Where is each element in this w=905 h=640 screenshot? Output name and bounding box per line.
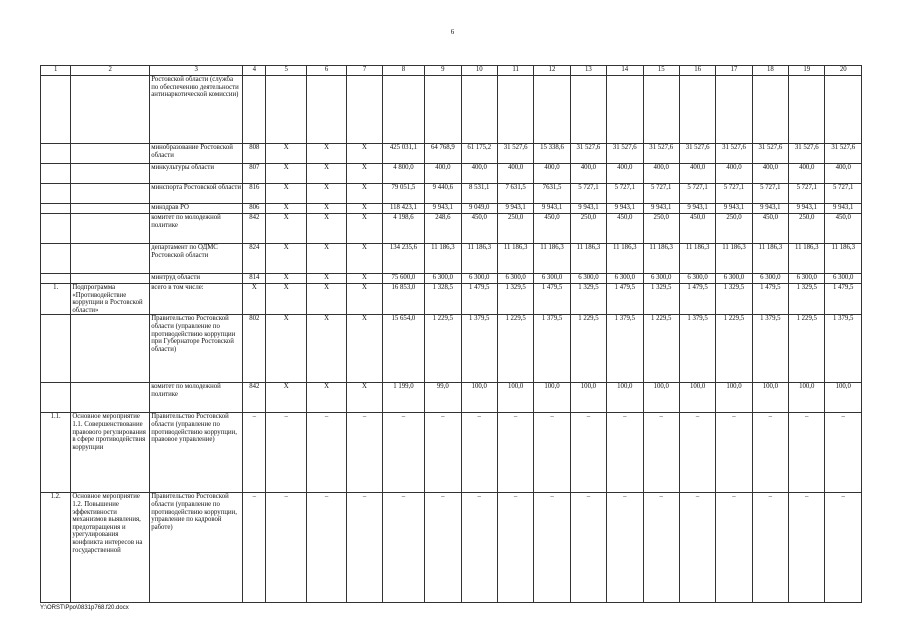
column-number: 20 — [825, 66, 862, 76]
executor-cell: минтруд области — [150, 274, 243, 284]
amount-cell: 6 300,0 — [461, 274, 497, 284]
amount-cell: 9 943,1 — [425, 204, 461, 214]
executor-cell: комитет по молодежной политике — [150, 214, 243, 244]
amount-cell: 1 329,5 — [570, 284, 606, 315]
vr-cell: X — [347, 315, 382, 383]
amount-cell: 6 300,0 — [607, 274, 643, 284]
amount-cell: 79 051,5 — [382, 184, 424, 204]
amount-cell: 425 031,1 — [382, 144, 424, 164]
program-name-cell — [71, 184, 150, 204]
amount-cell: 400,0 — [752, 164, 788, 184]
amount-cell: 9 943,1 — [789, 204, 825, 214]
amount-cell — [752, 76, 788, 144]
amount-cell: 31 527,6 — [570, 144, 606, 164]
amount-cell: 400,0 — [716, 164, 752, 184]
row-number-cell: 1.2. — [41, 493, 71, 603]
rzpr-cell: X — [266, 274, 306, 284]
csr-cell: X — [306, 214, 346, 244]
amount-cell: 400,0 — [497, 164, 533, 184]
amount-cell: – — [461, 493, 497, 603]
amount-cell: 6 300,0 — [497, 274, 533, 284]
amount-cell: 4 198,6 — [382, 214, 424, 244]
amount-cell: 11 186,3 — [752, 244, 788, 274]
row-number-cell — [41, 204, 71, 214]
amount-cell — [679, 76, 715, 144]
column-number: 14 — [607, 66, 643, 76]
column-number: 12 — [534, 66, 570, 76]
executor-cell: минздрав РО — [150, 204, 243, 214]
grbs-code-cell: X — [243, 284, 266, 315]
amount-cell: 31 527,6 — [752, 144, 788, 164]
column-number: 1 — [41, 66, 71, 76]
amount-cell: 5 727,1 — [789, 184, 825, 204]
amount-cell: – — [425, 493, 461, 603]
amount-cell: 1 229,5 — [425, 315, 461, 383]
amount-cell — [382, 76, 424, 144]
amount-cell: – — [607, 413, 643, 493]
csr-cell: – — [306, 413, 346, 493]
rzpr-cell: – — [266, 493, 306, 603]
amount-cell: – — [534, 413, 570, 493]
rzpr-cell: X — [266, 144, 306, 164]
amount-cell: 4 800,0 — [382, 164, 424, 184]
csr-cell: X — [306, 284, 346, 315]
amount-cell: 9 943,1 — [679, 204, 715, 214]
amount-cell: 100,0 — [497, 383, 533, 413]
amount-cell: – — [534, 493, 570, 603]
column-number: 6 — [306, 66, 346, 76]
column-number: 3 — [150, 66, 243, 76]
amount-cell: 6 300,0 — [534, 274, 570, 284]
vr-cell: X — [347, 274, 382, 284]
program-name-cell — [71, 244, 150, 274]
amount-cell: 1 229,5 — [497, 315, 533, 383]
table-row — [41, 144, 862, 164]
amount-cell: 450,0 — [461, 214, 497, 244]
amount-cell: 9 943,1 — [497, 204, 533, 214]
amount-cell: 1 379,5 — [752, 315, 788, 383]
column-number: 11 — [497, 66, 533, 76]
amount-cell — [643, 76, 679, 144]
vr-cell: X — [347, 184, 382, 204]
amount-cell: 400,0 — [825, 164, 862, 184]
amount-cell: 11 186,3 — [461, 244, 497, 274]
row-number-cell — [41, 274, 71, 284]
amount-cell — [570, 76, 606, 144]
grbs-code-cell: – — [243, 413, 266, 493]
grbs-code-cell: 842 — [243, 383, 266, 413]
rzpr-cell: – — [266, 413, 306, 493]
amount-cell — [534, 76, 570, 144]
table-row — [41, 76, 862, 144]
amount-cell — [461, 76, 497, 144]
amount-cell: 100,0 — [752, 383, 788, 413]
amount-cell: 450,0 — [534, 214, 570, 244]
csr-cell: X — [306, 274, 346, 284]
amount-cell: – — [382, 493, 424, 603]
amount-cell: 1 479,5 — [825, 284, 862, 315]
amount-cell: – — [716, 493, 752, 603]
amount-cell: – — [382, 413, 424, 493]
amount-cell: 450,0 — [607, 214, 643, 244]
row-number-cell: 1.1. — [41, 413, 71, 493]
amount-cell: – — [643, 493, 679, 603]
amount-cell: 1 379,5 — [679, 315, 715, 383]
amount-cell: 400,0 — [607, 164, 643, 184]
vr-cell: X — [347, 383, 382, 413]
page-number: 6 — [450, 28, 455, 36]
amount-cell: 250,0 — [643, 214, 679, 244]
amount-cell: 100,0 — [461, 383, 497, 413]
amount-cell: 450,0 — [825, 214, 862, 244]
amount-cell: 9 943,1 — [570, 204, 606, 214]
grbs-code-cell — [243, 76, 266, 144]
row-number-cell — [41, 164, 71, 184]
table-row — [41, 214, 862, 244]
amount-cell: 400,0 — [425, 164, 461, 184]
program-name-cell — [71, 164, 150, 184]
amount-cell: 250,0 — [497, 214, 533, 244]
table-row — [41, 315, 862, 383]
row-number-cell — [41, 383, 71, 413]
amount-cell: 1 229,5 — [570, 315, 606, 383]
column-number: 4 — [243, 66, 266, 76]
amount-cell: 1 379,5 — [534, 315, 570, 383]
table-row — [41, 383, 862, 413]
program-name-cell — [71, 383, 150, 413]
amount-cell: 31 527,6 — [607, 144, 643, 164]
amount-cell: 1 379,5 — [607, 315, 643, 383]
amount-cell: 5 727,1 — [679, 184, 715, 204]
amount-cell: 9 943,1 — [643, 204, 679, 214]
amount-cell: 11 186,3 — [679, 244, 715, 274]
amount-cell: 9 943,1 — [716, 204, 752, 214]
amount-cell: 15 338,6 — [534, 144, 570, 164]
amount-cell: 64 768,9 — [425, 144, 461, 164]
amount-cell: 100,0 — [789, 383, 825, 413]
executor-cell: минобразование Ростовской области — [150, 144, 243, 164]
amount-cell: 99,0 — [425, 383, 461, 413]
table-row — [41, 204, 862, 214]
amount-cell: – — [679, 413, 715, 493]
program-name-cell: Подпрограмма «Противодействие коррупции в Ростовской области» — [71, 284, 150, 315]
amount-cell: – — [716, 413, 752, 493]
grbs-code-cell: 816 — [243, 184, 266, 204]
row-number-cell — [41, 76, 71, 144]
amount-cell: 31 527,6 — [789, 144, 825, 164]
amount-cell: 61 175,2 — [461, 144, 497, 164]
amount-cell: 6 300,0 — [425, 274, 461, 284]
rzpr-cell: X — [266, 204, 306, 214]
amount-cell: 400,0 — [679, 164, 715, 184]
amount-cell: 9 943,1 — [607, 204, 643, 214]
amount-cell: 1 329,5 — [643, 284, 679, 315]
amount-cell: 9 943,1 — [534, 204, 570, 214]
program-name-cell: Основное мероприятие 1.1. Совершенствование правового регулирования в сфере противодействия коррупции — [71, 413, 150, 493]
amount-cell: – — [752, 493, 788, 603]
amount-cell: 6 300,0 — [570, 274, 606, 284]
amount-cell: 5 727,1 — [825, 184, 862, 204]
grbs-code-cell: 814 — [243, 274, 266, 284]
amount-cell: 250,0 — [570, 214, 606, 244]
program-name-cell — [71, 214, 150, 244]
amount-cell: 1 229,5 — [789, 315, 825, 383]
amount-cell: 1 199,0 — [382, 383, 424, 413]
amount-cell: 31 527,6 — [679, 144, 715, 164]
budget-table — [40, 65, 862, 603]
amount-cell: 1 229,5 — [716, 315, 752, 383]
amount-cell — [825, 76, 862, 144]
column-number: 19 — [789, 66, 825, 76]
amount-cell: 1 479,5 — [607, 284, 643, 315]
amount-cell: 31 527,6 — [716, 144, 752, 164]
vr-cell: X — [347, 214, 382, 244]
rzpr-cell: X — [266, 315, 306, 383]
amount-cell: 450,0 — [752, 214, 788, 244]
amount-cell: – — [789, 493, 825, 603]
vr-cell — [347, 76, 382, 144]
column-number: 18 — [752, 66, 788, 76]
amount-cell: 248,6 — [425, 214, 461, 244]
amount-cell: 31 527,6 — [497, 144, 533, 164]
amount-cell: – — [461, 413, 497, 493]
column-number: 15 — [643, 66, 679, 76]
row-number-cell: 1. — [41, 284, 71, 315]
table-row — [41, 493, 862, 603]
amount-cell: 250,0 — [789, 214, 825, 244]
rzpr-cell: X — [266, 184, 306, 204]
amount-cell: 11 186,3 — [534, 244, 570, 274]
amount-cell: 400,0 — [570, 164, 606, 184]
program-name-cell — [71, 144, 150, 164]
amount-cell: 100,0 — [825, 383, 862, 413]
amount-cell: 118 423,1 — [382, 204, 424, 214]
amount-cell: 31 527,6 — [825, 144, 862, 164]
amount-cell: – — [425, 413, 461, 493]
program-name-cell — [71, 274, 150, 284]
amount-cell: 9 049,0 — [461, 204, 497, 214]
vr-cell: – — [347, 493, 382, 603]
vr-cell: X — [347, 144, 382, 164]
amount-cell: 11 186,3 — [607, 244, 643, 274]
amount-cell: 100,0 — [643, 383, 679, 413]
csr-cell: X — [306, 144, 346, 164]
csr-cell: X — [306, 315, 346, 383]
amount-cell: 400,0 — [643, 164, 679, 184]
csr-cell: – — [306, 493, 346, 603]
csr-cell: X — [306, 184, 346, 204]
rzpr-cell: X — [266, 383, 306, 413]
amount-cell: 1 328,5 — [425, 284, 461, 315]
amount-cell: 450,0 — [679, 214, 715, 244]
amount-cell: 400,0 — [789, 164, 825, 184]
amount-cell: 15 654,0 — [382, 315, 424, 383]
table-row — [41, 413, 862, 493]
amount-cell: 134 235,6 — [382, 244, 424, 274]
column-number: 2 — [71, 66, 150, 76]
grbs-code-cell: 807 — [243, 164, 266, 184]
amount-cell: 400,0 — [534, 164, 570, 184]
csr-cell — [306, 76, 346, 144]
program-name-cell — [71, 315, 150, 383]
vr-cell: X — [347, 204, 382, 214]
table-row — [41, 274, 862, 284]
csr-cell: X — [306, 204, 346, 214]
column-number: 8 — [382, 66, 424, 76]
amount-cell: 6 300,0 — [789, 274, 825, 284]
row-number-cell — [41, 214, 71, 244]
rzpr-cell: X — [266, 214, 306, 244]
amount-cell: – — [570, 413, 606, 493]
amount-cell — [425, 76, 461, 144]
amount-cell: 11 186,3 — [425, 244, 461, 274]
amount-cell: 100,0 — [570, 383, 606, 413]
csr-cell: X — [306, 383, 346, 413]
rzpr-cell: X — [266, 244, 306, 274]
footer-file-path: Y:\ORST\Ppo\0831p768.f20.docx — [40, 605, 129, 611]
executor-cell: департамент по ОДМС Ростовской области — [150, 244, 243, 274]
amount-cell — [607, 76, 643, 144]
amount-cell: 1 229,5 — [643, 315, 679, 383]
column-number: 13 — [570, 66, 606, 76]
column-number: 10 — [461, 66, 497, 76]
amount-cell: 16 853,0 — [382, 284, 424, 315]
amount-cell: 11 186,3 — [825, 244, 862, 274]
amount-cell: 9 943,1 — [825, 204, 862, 214]
csr-cell: X — [306, 244, 346, 274]
amount-cell: 1 479,5 — [461, 284, 497, 315]
amount-cell: 9 440,6 — [425, 184, 461, 204]
amount-cell: 31 527,6 — [643, 144, 679, 164]
amount-cell: – — [825, 413, 862, 493]
executor-cell: минкультуры области — [150, 164, 243, 184]
amount-cell: 1 379,5 — [825, 315, 862, 383]
amount-cell: 1 479,5 — [752, 284, 788, 315]
rzpr-cell: X — [266, 284, 306, 315]
executor-cell: всего в том числе: — [150, 284, 243, 315]
amount-cell: 6 300,0 — [679, 274, 715, 284]
column-number: 7 — [347, 66, 382, 76]
amount-cell: 6 300,0 — [716, 274, 752, 284]
row-number-cell — [41, 184, 71, 204]
grbs-code-cell: 806 — [243, 204, 266, 214]
amount-cell: – — [497, 413, 533, 493]
column-number: 5 — [266, 66, 306, 76]
grbs-code-cell: – — [243, 493, 266, 603]
row-number-cell — [41, 144, 71, 164]
amount-cell: 5 727,1 — [716, 184, 752, 204]
amount-cell: 5 727,1 — [607, 184, 643, 204]
executor-cell: Правительство Ростовской области (управление по противодействию коррупции, управление по кадровой работе) — [150, 493, 243, 603]
table-row — [41, 284, 862, 315]
grbs-code-cell: 802 — [243, 315, 266, 383]
program-name-cell — [71, 76, 150, 144]
grbs-code-cell: 808 — [243, 144, 266, 164]
amount-cell — [497, 76, 533, 144]
amount-cell: 1 329,5 — [497, 284, 533, 315]
row-number-cell — [41, 244, 71, 274]
column-number: 9 — [425, 66, 461, 76]
amount-cell: 7 631,5 — [497, 184, 533, 204]
amount-cell: 100,0 — [607, 383, 643, 413]
amount-cell: – — [607, 493, 643, 603]
program-name-cell: Основное мероприятие 1.2. Повышение эффективности механизмов выявления, предотвращения и урегулирования конфликта интересов на государственной — [71, 493, 150, 603]
executor-cell: Правительство Ростовской области (управление по противодействию коррупции при Губернаторе Ростовской области) — [150, 315, 243, 383]
vr-cell: X — [347, 284, 382, 315]
amount-cell: 100,0 — [534, 383, 570, 413]
executor-cell: Правительство Ростовской области (управление по противодействию коррупции, правовое управление) — [150, 413, 243, 493]
amount-cell: 11 186,3 — [716, 244, 752, 274]
amount-cell: 5 727,1 — [752, 184, 788, 204]
amount-cell: – — [497, 493, 533, 603]
amount-cell: 11 186,3 — [497, 244, 533, 274]
vr-cell: X — [347, 244, 382, 274]
vr-cell: X — [347, 164, 382, 184]
amount-cell: 5 727,1 — [570, 184, 606, 204]
table-row — [41, 244, 862, 274]
amount-cell: 1 479,5 — [534, 284, 570, 315]
amount-cell: 11 186,3 — [789, 244, 825, 274]
amount-cell: 6 300,0 — [825, 274, 862, 284]
header-row — [41, 66, 862, 76]
amount-cell: 11 186,3 — [643, 244, 679, 274]
amount-cell: – — [752, 413, 788, 493]
amount-cell: 1 329,5 — [789, 284, 825, 315]
amount-cell: 100,0 — [679, 383, 715, 413]
table-row — [41, 164, 862, 184]
amount-cell: 100,0 — [716, 383, 752, 413]
amount-cell: 6 300,0 — [643, 274, 679, 284]
amount-cell — [789, 76, 825, 144]
row-number-cell — [41, 315, 71, 383]
amount-cell: 75 600,0 — [382, 274, 424, 284]
executor-cell: комитет по молодежной политике — [150, 383, 243, 413]
amount-cell — [716, 76, 752, 144]
amount-cell: 11 186,3 — [570, 244, 606, 274]
amount-cell: 8 531,1 — [461, 184, 497, 204]
rzpr-cell — [266, 76, 306, 144]
amount-cell: – — [570, 493, 606, 603]
amount-cell: 250,0 — [716, 214, 752, 244]
amount-cell: 6 300,0 — [752, 274, 788, 284]
table-row — [41, 184, 862, 204]
grbs-code-cell: 824 — [243, 244, 266, 274]
amount-cell: 5 727,1 — [643, 184, 679, 204]
executor-cell: минспорта Ростовской области — [150, 184, 243, 204]
column-number: 16 — [679, 66, 715, 76]
amount-cell: 1 379,5 — [461, 315, 497, 383]
amount-cell: – — [679, 493, 715, 603]
column-number: 17 — [716, 66, 752, 76]
amount-cell: – — [789, 413, 825, 493]
program-name-cell — [71, 204, 150, 214]
vr-cell: – — [347, 413, 382, 493]
amount-cell: 1 329,5 — [716, 284, 752, 315]
executor-cell: Ростовской области (служба по обеспечению деятельности антинаркотической комиссии) — [150, 76, 243, 144]
amount-cell: – — [825, 493, 862, 603]
amount-cell: 1 479,5 — [679, 284, 715, 315]
grbs-code-cell: 842 — [243, 214, 266, 244]
csr-cell: X — [306, 164, 346, 184]
amount-cell: 400,0 — [461, 164, 497, 184]
amount-cell: – — [643, 413, 679, 493]
amount-cell: 7631,5 — [534, 184, 570, 204]
amount-cell: 9 943,1 — [752, 204, 788, 214]
rzpr-cell: X — [266, 164, 306, 184]
